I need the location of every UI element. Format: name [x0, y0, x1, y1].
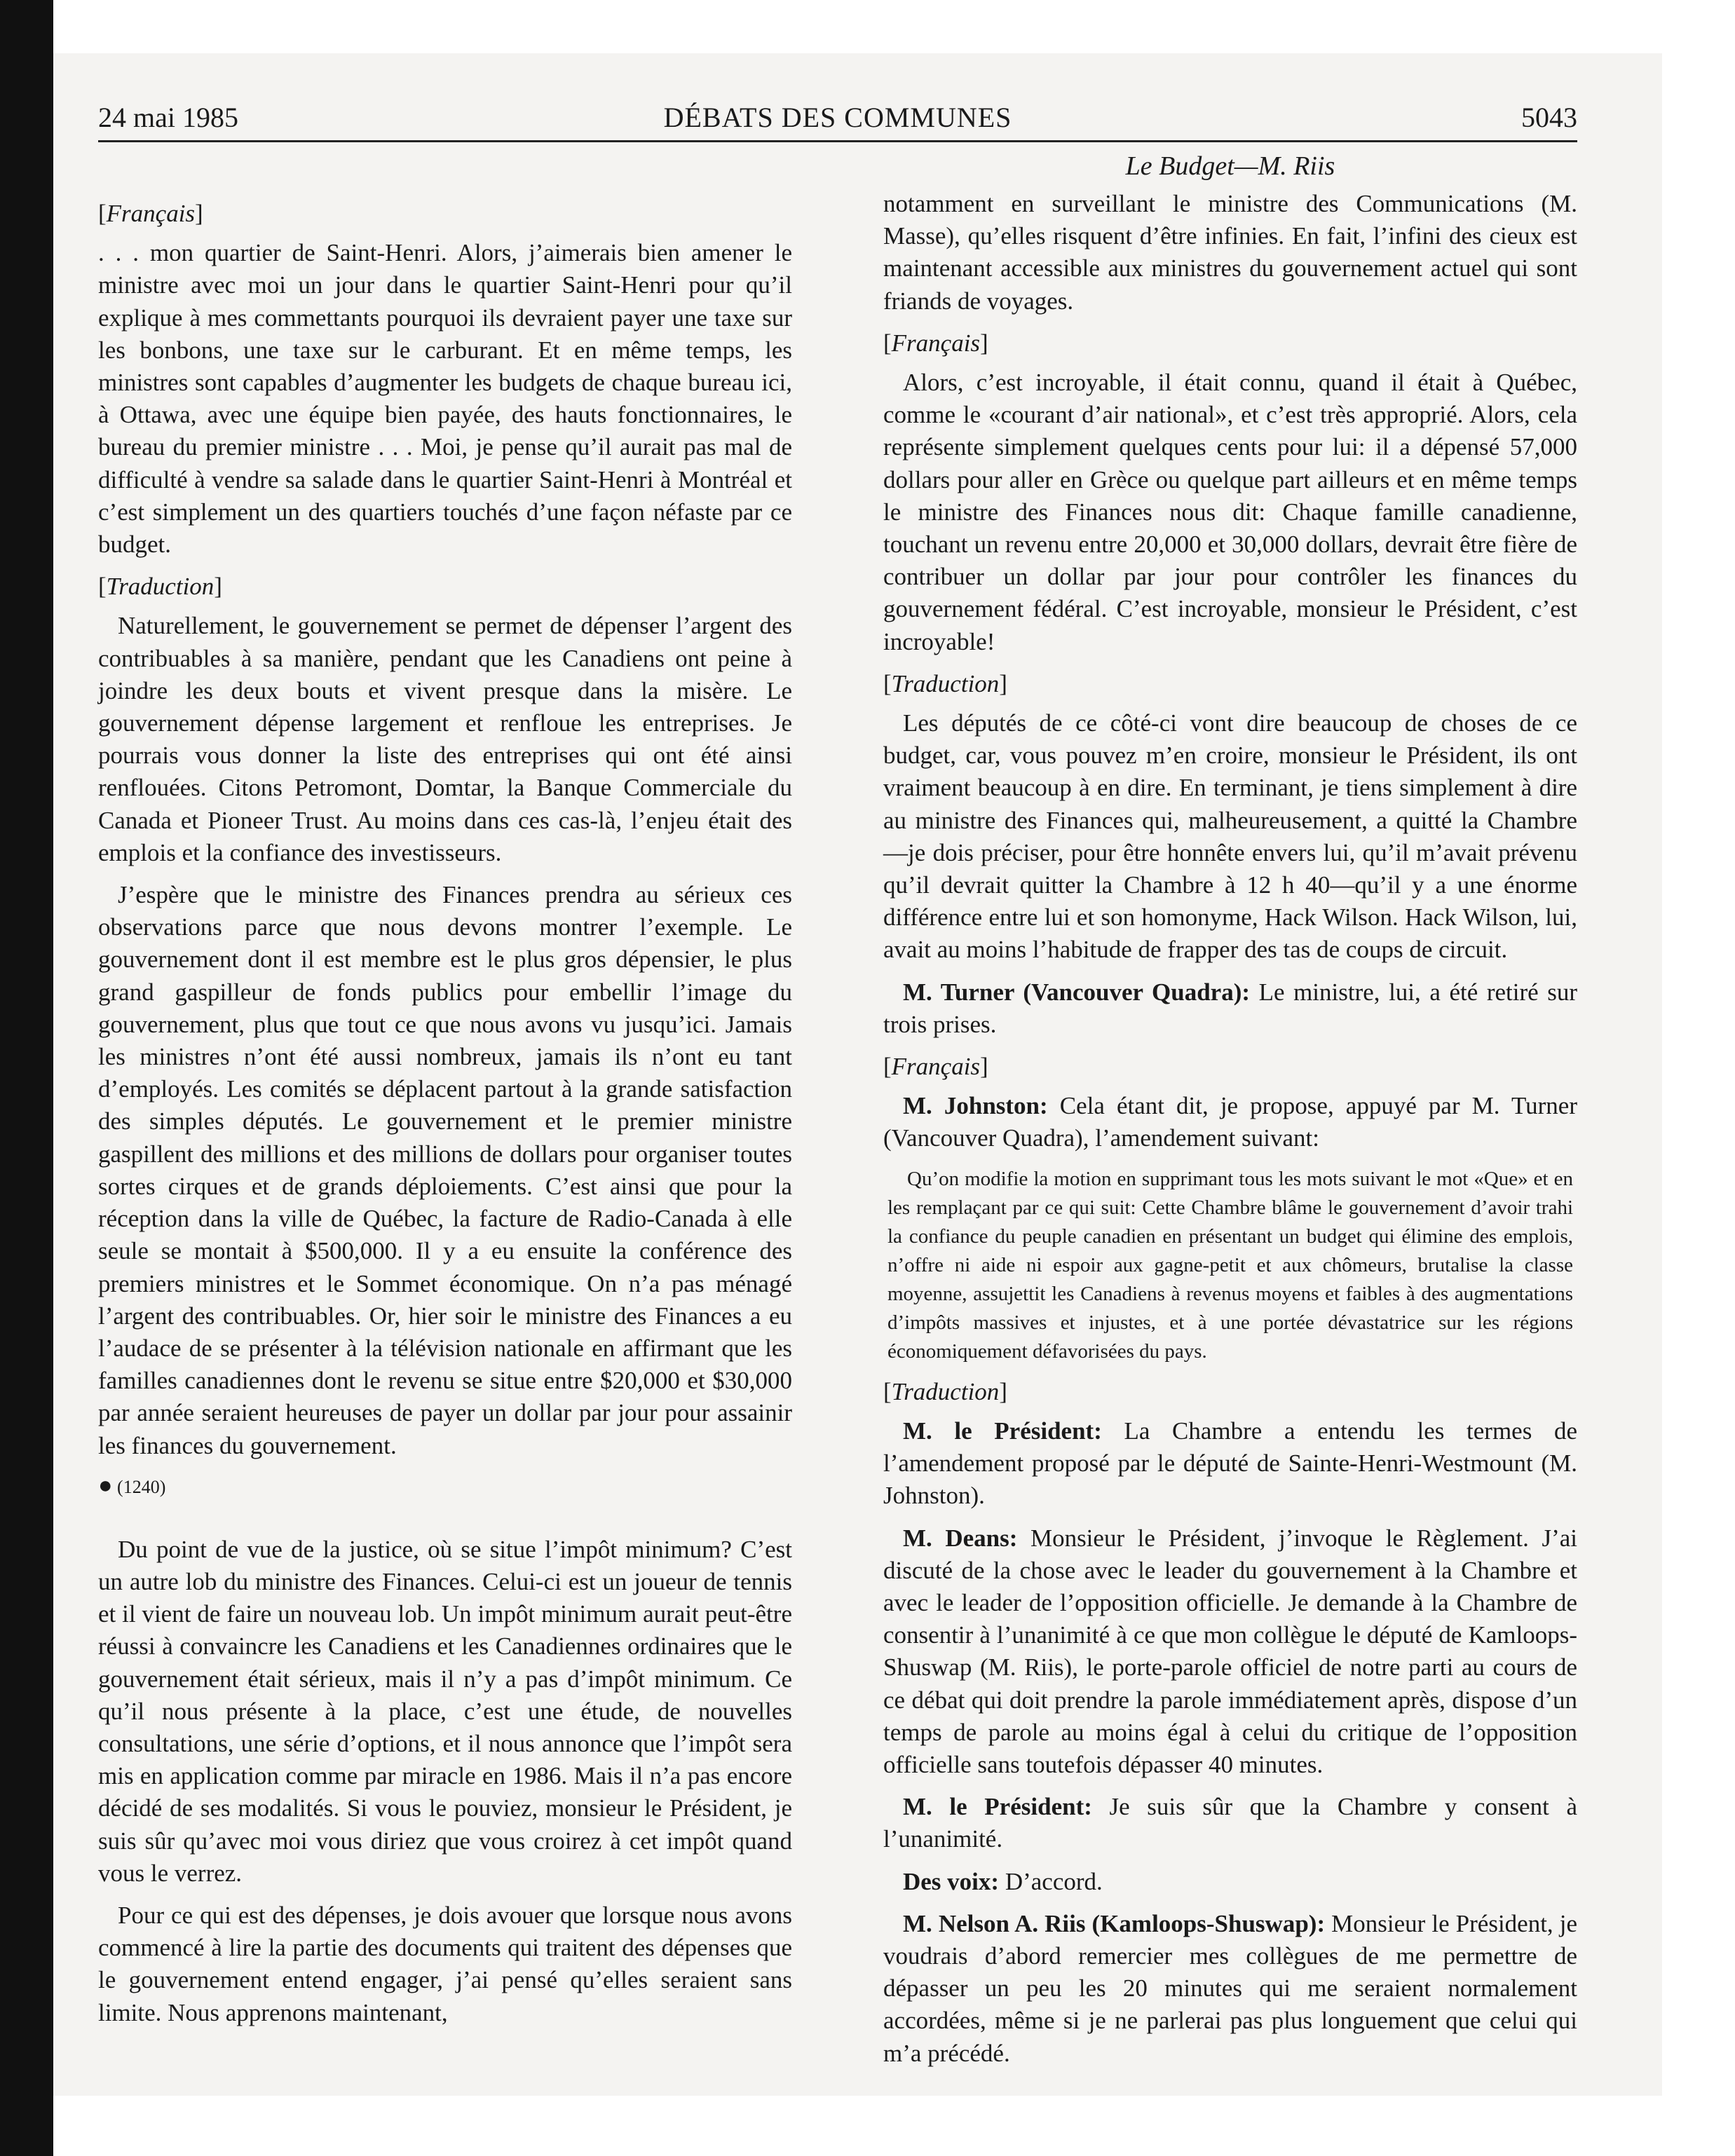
left-column [98, 188, 792, 2039]
header-title: DÉBATS DES COMMUNES [663, 102, 1012, 133]
paragraph: Du point de vue de la justice, où se situe l’impôt minimum? C’est un autre lob du ministre des Finances. Celui-ci est un joueur de tennis et il vient de faire un nouveau lob. Un impôt minimum aurait peut-être réussi à convaincre les Canadiens et les Canadiennes ordinaires que le gouvernement était sérieux, mais il n’y a pas d’impôt minimum. Ce qu’il nous présente à la place, c’est une étude, de nouvelles consultations, une série d’options, et il nous annonce que l’impôt sera mis en application comme par miracle en 1986. Mais il n’a pas encore décidé de ses modalités. Si vous le pouviez, monsieur le Président, je suis sûr qu’avec moi vous diriez que vous croirez à cet impôt quand vous le verrez. [98, 1535, 792, 1887]
language-marker: [Français] [98, 200, 203, 227]
speaker-name: M. Turner (Vancouver Quadra): [903, 978, 1251, 1006]
language-marker: [Traduction] [883, 669, 1007, 697]
speaker-name: M. le Président: [903, 1417, 1102, 1445]
speech: Des voix: D’accord. [903, 1867, 1103, 1895]
language-marker: [Français] [883, 1053, 988, 1081]
scan-bottom-margin [53, 2096, 1735, 2156]
speaker-name: Des voix: [903, 1867, 1000, 1895]
bullet-icon: ● [98, 1472, 113, 1499]
speech: M. Turner (Vancouver Quadra): Le ministre, lui, a été retiré sur trois prises. [883, 978, 1577, 1038]
paragraph: Naturellement, le gouvernement se permet de dépenser l’argent des contribuables à sa manière, pendant que les Canadiens ont peine à joindre les deux bouts et vivent presque dans la misère. Le gouvernement dépense largement et renfloue les entreprises. Je pourrais vous donner la liste des entreprises qui ont été ainsi renflouées. Citons Petromont, Domtar, la Banque Commerciale du Canada et Pioneer Trust. Au moins dans ces cas-là, l’enjeu était des emplois et la confiance des investisseurs. [98, 612, 792, 866]
paragraph: J’espère que le ministre des Finances prendra au sérieux ces observations parce que nous devons montrer l’exemple. Le gouvernement dont il est membre est le plus gros dépensier, le plus grand gaspilleur de fonds publics pour embellir l’image du gouvernement, plus que tout ce que nous avons vu jusqu’ici. Jamais les ministres n’ont été aussi nombreux, jamais ils n’ont eu tant d’employés. Les comités se déplacent partout à la grande satisfaction des simples députés. Le gouvernement et le premier ministre gaspillent des millions et des millions de dollars pour organiser toutes sortes cirques et de grands déploiements. C’est ainsi que pour la réception dans la ville de Québec, la facture de Radio-Canada à elle seule se montait à $500,000. Il y a eu ensuite la conférence des premiers ministres et le Sommet économique. On n’a pas ménagé l’argent des contribuables. Or, hier soir le ministre des Finances a eu l’audace de se présenter à la télévision nationale en affirmant que les familles canadiennes dont le revenu se situe entre $20,000 et $30,000 par année seraient heureuses de payer un dollar par jour pour assainir les finances du gouvernement. [98, 881, 792, 1459]
header-page-number: 5043 [1521, 102, 1577, 133]
paragraph: . . . mon quartier de Saint-Henri. Alors, j’aimerais bien amener le ministre avec moi un jour dans le quartier Saint-Henri pour qu’il explique à mes commettants pourquoi ils devraient payer une taxe sur les bonbons, une taxe sur le carburant. Et en même temps, les ministres sont capables d’augmenter les budgets de chaque bureau ici, à Ottawa, avec une équipe bien payée, des hauts fonctionnaires, le bureau du premier ministre . . . Moi, je pense qu’il aurait pas mal de difficulté à vendre sa salade dans le quartier Saint-Henri à Montréal et c’est simplement un des quartiers touchés d’une façon néfaste par ce budget. [98, 239, 792, 559]
speaker-name: M. Deans: [903, 1524, 1018, 1552]
scan-left-edge [0, 0, 53, 2156]
language-marker: [Traduction] [883, 1377, 1007, 1405]
language-marker: [Français] [883, 329, 988, 357]
language-marker: [Traduction] [98, 573, 222, 601]
paragraph: Pour ce qui est des dépenses, je dois avouer que lorsque nous avons commencé à lire la partie des documents qui traitent des dépenses que le gouvernement entend engager, j’ai pensé qu’elles seraient sans limite. Nous apprenons maintenant, [98, 1901, 792, 2026]
running-head: Le Budget—M. Riis [1125, 151, 1335, 181]
speaker-name: M. Nelson A. Riis (Kamloops-Shuswap): [903, 1909, 1326, 1937]
paragraph: notamment en surveillant le ministre des Communications (M. Masse), qu’elles risquent d’être infinies. En fait, l’infini des cieux est maintenant accessible aux ministres du gouvernement actuel qui sont friands de voyages. [883, 190, 1577, 315]
paragraph: Alors, c’est incroyable, il était connu, quand il était à Québec, comme le «courant d’air national», et c’est très approprié. Alors, cela représente simplement quelques cents pour lui: il a dépensé 57,000 dollars pour aller en Grèce ou quelque part ailleurs et en même temps le ministre des Finances nous dit: Chaque famille canadienne, touchant un revenu entre 20,000 et 30,000 dollars, devrait être fière de contribuer un dollar par jour pour contrôler les finances du gouvernement fédéral. C’est incroyable, monsieur le Président, c’est incroyable! [883, 369, 1577, 655]
amendment-quote: Qu’on modifie la motion en supprimant tous les mots suivant le mot «Que» et en les remplaçant par ce qui suit: Cette Chambre blâme le gouvernement d’avoir trahi la confiance du peuple canadien en présentant un budget qui élimine des emplois, n’offre ni aide ni espoir aux gagne-petit et aux chômeurs, brutalise la classe moyenne, assujettit les Canadiens à revenus moyens et faibles à des augmentations d’impôts massives et injustes, et à une portée dévastatrice sur les régions économiquement défavorisées du pays. [887, 1167, 1573, 1363]
speaker-name: M. Johnston: [903, 1092, 1048, 1120]
time-mark: ● (1240) [98, 1472, 166, 1499]
speech: M. Nelson A. Riis (Kamloops-Shuswap): Monsieur le Président, je voudrais d’abord remercier mes collègues de me permettre de dépasser un peu les 20 minutes qui me seraient normalement accordées, même si je ne parlerai pas plus longuement que celui qui m’a précédé. [883, 1909, 1577, 2067]
header-rule [98, 140, 1577, 142]
speech: M. le Président: Je suis sûr que la Chambre y consent à l’unanimité. [883, 1793, 1577, 1853]
page-header [98, 98, 1577, 137]
paragraph: Les députés de ce côté-ci vont dire beaucoup de choses de ce budget, car, vous pouvez m’en croire, monsieur le Président, ils ont vraiment beaucoup à en dire. En terminant, je tiens simplement à dire au ministre des Finances qui, malheureusement, a quitté la Chambre—je dois préciser, pour être honnête envers lui, qu’il m’avait prévenu qu’il devrait quitter la Chambre à 12 h 40—qu’il y a une énorme différence entre lui et son homonyme, Hack Wilson. Hack Wilson, lui, avait au moins l’habitude de frapper des tas de coups de circuit. [883, 709, 1577, 964]
header-date: 24 mai 1985 [98, 102, 238, 133]
speech: M. Deans: Monsieur le Président, j’invoque le Règlement. J’ai discuté de la chose avec le leader du gouvernement à la Chambre et avec le leader de l’opposition officielle. Je demande à la Chambre de consentir à l’unanimité à ce que mon collègue le député de Kamloops-Shuswap (M. Riis), le porte-parole officiel de notre parti au cours de ce débat qui doit prendre la parole immédiatement après, dispose d’un temps de parole au moins égal à celui du critique de l’opposition officielle sans toutefois dépasser 40 minutes. [883, 1524, 1577, 1778]
speaker-name: M. le Président: [903, 1793, 1092, 1821]
right-column [883, 188, 1577, 2080]
speech: M. Johnston: Cela étant dit, je propose, appuyé par M. Turner (Vancouver Quadra), l’amendement suivant: [883, 1092, 1577, 1152]
speech: M. le Président: La Chambre a entendu les termes de l’amendement proposé par le député de Sainte-Henri-Westmount (M. Johnston). [883, 1417, 1577, 1510]
